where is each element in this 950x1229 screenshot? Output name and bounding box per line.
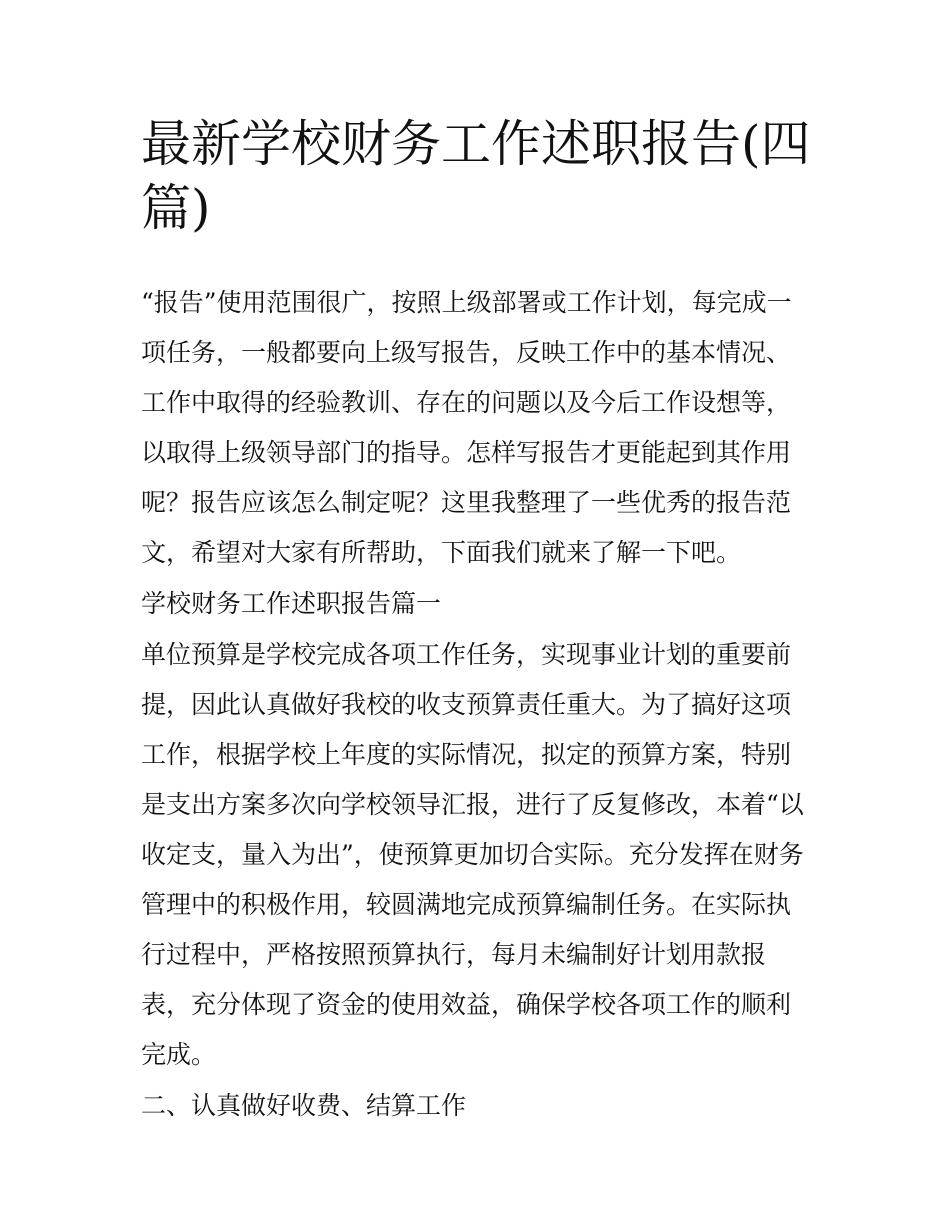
section-heading-part-one: 学校财务工作述职报告篇一 [141, 589, 442, 618]
section-heading-fees: 二、认真做好收费、结算工作 [141, 1091, 467, 1120]
budget-paragraph: 单位预算是学校完成各项工作任务，实现事业计划的重要前提，因此认真做好我校的收支预算责任重大。为了搞好这项工作，根据学校上年度的实际情况，拟定的预算方案，特别是支出方案多次向学校领导汇报，进行了反复修改，本着“以收定支，量入为出”，使预算更加切合实际。充分发挥在财务管理中的积极作用，较圆满地完成预算编制任务。在实际执行过程中，严格按照预算执行，每月未编制好计划用款报表，充分体现了资金的使用效益，确保学校各项工作的顺利完成。 [141, 640, 804, 1069]
intro-paragraph: “报告”使用范围很广，按照上级部署或工作计划，每完成一项任务，一般都要向上级写报告，反映工作中的基本情况、工作中取得的经验教训、存在的问题以及今后工作设想等，以取得上级领导部门的指导。怎样写报告才更能起到其作用呢？报告应该怎么制定呢？这里我整理了一些优秀的报告范文，希望对大家有所帮助，下面我们就来了解一下吧。 [141, 288, 792, 567]
document-title: 最新学校财务工作述职报告(四篇) [141, 115, 811, 237]
document-body [141, 278, 813, 1132]
